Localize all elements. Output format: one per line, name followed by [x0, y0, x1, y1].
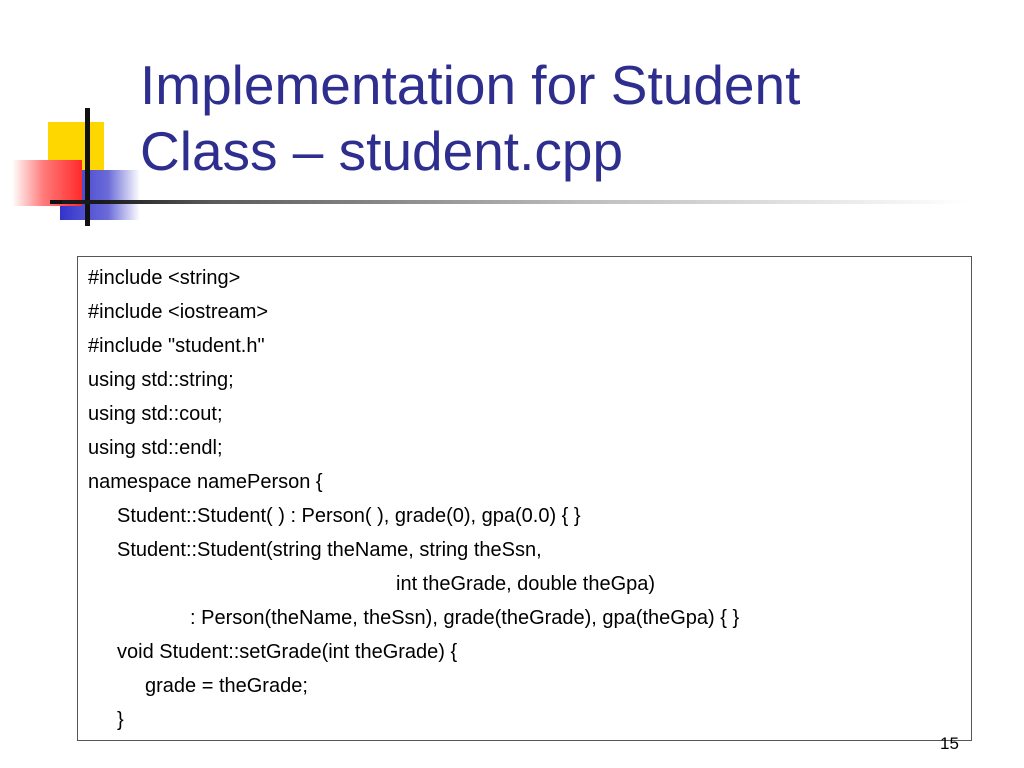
- code-line: using std::cout;: [88, 403, 223, 425]
- code-line: Student::Student( ) : Person( ), grade(0), gpa(0.0) { }: [117, 505, 581, 527]
- code-line: #include <string>: [88, 267, 241, 289]
- title-line-1: Implementation for Student: [140, 54, 801, 116]
- code-line: }: [117, 709, 124, 731]
- title-underline-rule: [62, 200, 972, 204]
- code-line: #include "student.h": [88, 335, 265, 357]
- code-line: using std::endl;: [88, 437, 223, 459]
- code-box: [77, 256, 972, 741]
- code-line: namespace namePerson {: [88, 471, 323, 493]
- title-line-2: Class – student.cpp: [140, 120, 624, 182]
- slide-logo-decoration: [0, 100, 145, 230]
- code-line: Student::Student(string theName, string theSsn,: [117, 539, 542, 561]
- slide-title: [140, 52, 1000, 184]
- code-line: using std::string;: [88, 369, 234, 391]
- code-line: grade = theGrade;: [145, 675, 308, 697]
- page-number: 15: [940, 734, 959, 753]
- logo-vertical-bar: [85, 108, 90, 226]
- code-line: : Person(theName, theSsn), grade(theGrade), gpa(theGpa) { }: [190, 607, 740, 629]
- code-line: int theGrade, double theGpa): [396, 573, 656, 595]
- code-line: #include <iostream>: [88, 301, 269, 323]
- code-line: void Student::setGrade(int theGrade) {: [117, 641, 458, 663]
